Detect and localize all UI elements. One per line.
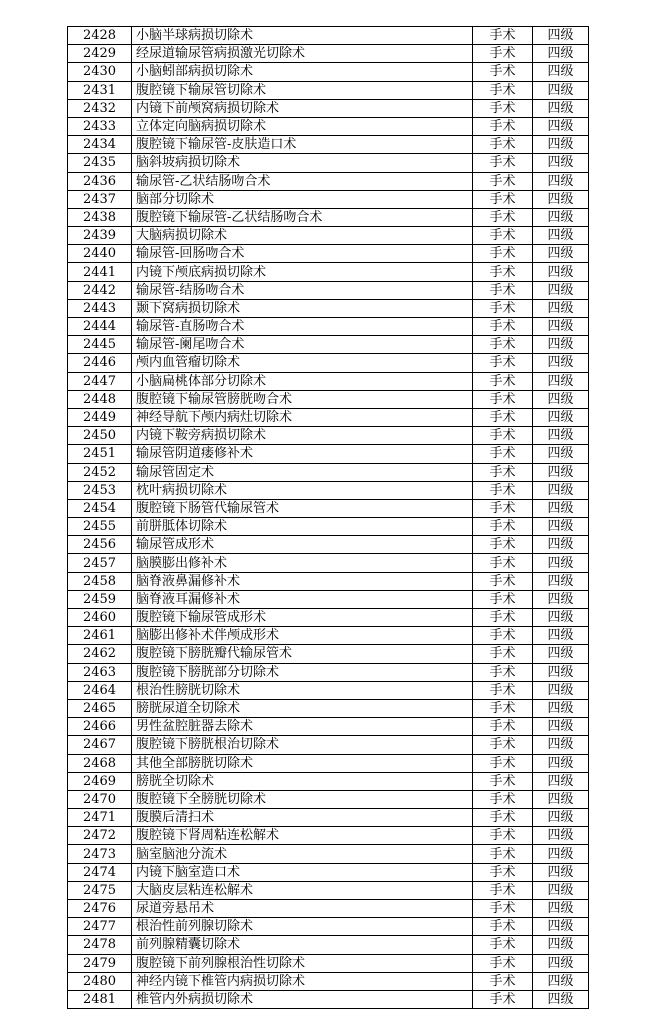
procedure-name-cell: 枕叶病损切除术 (132, 481, 473, 499)
row-number-cell: 2436 (68, 172, 132, 190)
table-row (68, 990, 589, 1008)
table-row (68, 172, 589, 190)
row-number-cell: 2441 (68, 263, 132, 281)
row-number-cell: 2428 (68, 27, 132, 45)
category-cell: 手术 (473, 299, 533, 317)
level-cell: 四级 (533, 27, 589, 45)
table-row (68, 336, 589, 354)
level-cell: 四级 (533, 263, 589, 281)
level-cell: 四级 (533, 299, 589, 317)
procedure-name-cell: 脑部分切除术 (132, 190, 473, 208)
level-cell: 四级 (533, 227, 589, 245)
row-number-cell: 2439 (68, 227, 132, 245)
procedure-name-cell: 腹腔镜下输尿管-乙状结肠吻合术 (132, 208, 473, 226)
level-cell: 四级 (533, 372, 589, 390)
procedure-name-cell: 输尿管阴道瘘修补术 (132, 445, 473, 463)
row-number-cell: 2467 (68, 736, 132, 754)
procedure-name-cell: 腹腔镜下输尿管-皮肤造口术 (132, 136, 473, 154)
procedure-name-cell: 腹腔镜下输尿管膀胱吻合术 (132, 390, 473, 408)
row-number-cell: 2444 (68, 318, 132, 336)
procedure-name-cell: 男性盆腔脏器去除术 (132, 718, 473, 736)
level-cell: 四级 (533, 318, 589, 336)
procedure-name-cell: 输尿管-乙状结肠吻合术 (132, 172, 473, 190)
category-cell: 手术 (473, 27, 533, 45)
table-row (68, 645, 589, 663)
table-row (68, 572, 589, 590)
row-number-cell: 2440 (68, 245, 132, 263)
table-row (68, 681, 589, 699)
row-number-cell: 2470 (68, 790, 132, 808)
table-row (68, 408, 589, 426)
procedure-name-cell: 腹腔镜下全膀胱切除术 (132, 790, 473, 808)
procedure-name-cell: 立体定向脑病损切除术 (132, 117, 473, 135)
procedure-name-cell: 前列腺精囊切除术 (132, 936, 473, 954)
row-number-cell: 2465 (68, 699, 132, 717)
procedure-name-cell: 颞下窝病损切除术 (132, 299, 473, 317)
row-number-cell: 2480 (68, 972, 132, 990)
row-number-cell: 2429 (68, 45, 132, 63)
table-row (68, 972, 589, 990)
category-cell: 手术 (473, 918, 533, 936)
category-cell: 手术 (473, 809, 533, 827)
procedure-name-cell: 输尿管成形术 (132, 536, 473, 554)
level-cell: 四级 (533, 208, 589, 226)
level-cell: 四级 (533, 63, 589, 81)
category-cell: 手术 (473, 645, 533, 663)
level-cell: 四级 (533, 445, 589, 463)
table-row (68, 245, 589, 263)
table-row (68, 609, 589, 627)
category-cell: 手术 (473, 681, 533, 699)
procedure-name-cell: 腹腔镜下膀胱根治切除术 (132, 736, 473, 754)
procedure-name-cell: 脑脊液鼻漏修补术 (132, 572, 473, 590)
level-cell: 四级 (533, 390, 589, 408)
procedure-name-cell: 神经内镜下椎管内病损切除术 (132, 972, 473, 990)
category-cell: 手术 (473, 318, 533, 336)
level-cell: 四级 (533, 627, 589, 645)
table-row (68, 518, 589, 536)
level-cell: 四级 (533, 918, 589, 936)
procedure-name-cell: 内镜下前颅窝病损切除术 (132, 99, 473, 117)
category-cell: 手术 (473, 627, 533, 645)
row-number-cell: 2460 (68, 609, 132, 627)
level-cell: 四级 (533, 154, 589, 172)
table-row (68, 536, 589, 554)
procedure-name-cell: 椎管内外病损切除术 (132, 990, 473, 1008)
procedure-name-cell: 腹腔镜下肾周粘连松解术 (132, 827, 473, 845)
level-cell: 四级 (533, 536, 589, 554)
category-cell: 手术 (473, 427, 533, 445)
category-cell: 手术 (473, 609, 533, 627)
procedure-name-cell: 输尿管-直肠吻合术 (132, 318, 473, 336)
procedure-name-cell: 内镜下颅底病损切除术 (132, 263, 473, 281)
procedure-name-cell: 尿道旁悬吊术 (132, 900, 473, 918)
category-cell: 手术 (473, 845, 533, 863)
table-row (68, 263, 589, 281)
row-number-cell: 2475 (68, 881, 132, 899)
category-cell: 手术 (473, 536, 533, 554)
row-number-cell: 2474 (68, 863, 132, 881)
level-cell: 四级 (533, 481, 589, 499)
table-row (68, 154, 589, 172)
category-cell: 手术 (473, 63, 533, 81)
row-number-cell: 2458 (68, 572, 132, 590)
procedure-name-cell: 内镜下鞍旁病损切除术 (132, 427, 473, 445)
category-cell: 手术 (473, 572, 533, 590)
procedure-name-cell: 脑脊液耳漏修补术 (132, 590, 473, 608)
procedure-name-cell: 大脑皮层粘连松解术 (132, 881, 473, 899)
table-row (68, 954, 589, 972)
category-cell: 手术 (473, 772, 533, 790)
row-number-cell: 2452 (68, 463, 132, 481)
table-row (68, 499, 589, 517)
procedure-name-cell: 根治性膀胱切除术 (132, 681, 473, 699)
level-cell: 四级 (533, 809, 589, 827)
category-cell: 手术 (473, 827, 533, 845)
category-cell: 手术 (473, 900, 533, 918)
row-number-cell: 2472 (68, 827, 132, 845)
row-number-cell: 2433 (68, 117, 132, 135)
level-cell: 四级 (533, 427, 589, 445)
row-number-cell: 2447 (68, 372, 132, 390)
category-cell: 手术 (473, 281, 533, 299)
category-cell: 手术 (473, 754, 533, 772)
row-number-cell: 2477 (68, 918, 132, 936)
table-row (68, 463, 589, 481)
row-number-cell: 2430 (68, 63, 132, 81)
procedure-name-cell: 腹腔镜下膀胱瓣代输尿管术 (132, 645, 473, 663)
procedure-name-cell: 膀胱尿道全切除术 (132, 699, 473, 717)
level-cell: 四级 (533, 863, 589, 881)
table-row (68, 663, 589, 681)
table-row (68, 372, 589, 390)
category-cell: 手术 (473, 45, 533, 63)
row-number-cell: 2473 (68, 845, 132, 863)
procedure-name-cell: 脑斜坡病损切除术 (132, 154, 473, 172)
row-number-cell: 2455 (68, 518, 132, 536)
table-row (68, 63, 589, 81)
level-cell: 四级 (533, 463, 589, 481)
table-row (68, 845, 589, 863)
table-row (68, 354, 589, 372)
category-cell: 手术 (473, 354, 533, 372)
category-cell: 手术 (473, 336, 533, 354)
level-cell: 四级 (533, 972, 589, 990)
procedure-name-cell: 内镜下脑室造口术 (132, 863, 473, 881)
row-number-cell: 2464 (68, 681, 132, 699)
procedure-name-cell: 其他全部膀胱切除术 (132, 754, 473, 772)
procedure-name-cell: 前胼胝体切除术 (132, 518, 473, 536)
row-number-cell: 2459 (68, 590, 132, 608)
level-cell: 四级 (533, 881, 589, 899)
procedure-name-cell: 输尿管固定术 (132, 463, 473, 481)
procedure-name-cell: 腹腔镜下输尿管成形术 (132, 609, 473, 627)
category-cell: 手术 (473, 408, 533, 426)
level-cell: 四级 (533, 900, 589, 918)
level-cell: 四级 (533, 790, 589, 808)
level-cell: 四级 (533, 699, 589, 717)
category-cell: 手术 (473, 99, 533, 117)
level-cell: 四级 (533, 518, 589, 536)
table-row (68, 81, 589, 99)
level-cell: 四级 (533, 590, 589, 608)
level-cell: 四级 (533, 609, 589, 627)
level-cell: 四级 (533, 827, 589, 845)
procedure-name-cell: 腹腔镜下输尿管切除术 (132, 81, 473, 99)
row-number-cell: 2453 (68, 481, 132, 499)
row-number-cell: 2471 (68, 809, 132, 827)
row-number-cell: 2451 (68, 445, 132, 463)
table-row (68, 809, 589, 827)
level-cell: 四级 (533, 954, 589, 972)
procedure-name-cell: 颅内血管瘤切除术 (132, 354, 473, 372)
table-row (68, 390, 589, 408)
row-number-cell: 2454 (68, 499, 132, 517)
category-cell: 手术 (473, 154, 533, 172)
procedure-name-cell: 输尿管-回肠吻合术 (132, 245, 473, 263)
row-number-cell: 2456 (68, 536, 132, 554)
procedure-name-cell: 神经导航下颅内病灶切除术 (132, 408, 473, 426)
category-cell: 手术 (473, 245, 533, 263)
procedure-name-cell: 小脑蚓部病损切除术 (132, 63, 473, 81)
row-number-cell: 2442 (68, 281, 132, 299)
table-row (68, 427, 589, 445)
table-row (68, 699, 589, 717)
category-cell: 手术 (473, 990, 533, 1008)
table-row (68, 754, 589, 772)
procedure-name-cell: 输尿管-结肠吻合术 (132, 281, 473, 299)
table-row (68, 117, 589, 135)
procedure-name-cell: 根治性前列腺切除术 (132, 918, 473, 936)
table-row (68, 900, 589, 918)
category-cell: 手术 (473, 208, 533, 226)
level-cell: 四级 (533, 990, 589, 1008)
row-number-cell: 2468 (68, 754, 132, 772)
category-cell: 手术 (473, 518, 533, 536)
level-cell: 四级 (533, 499, 589, 517)
level-cell: 四级 (533, 190, 589, 208)
level-cell: 四级 (533, 681, 589, 699)
row-number-cell: 2479 (68, 954, 132, 972)
table-row (68, 918, 589, 936)
level-cell: 四级 (533, 354, 589, 372)
row-number-cell: 2437 (68, 190, 132, 208)
category-cell: 手术 (473, 463, 533, 481)
category-cell: 手术 (473, 699, 533, 717)
table-row (68, 481, 589, 499)
table-row (68, 627, 589, 645)
category-cell: 手术 (473, 190, 533, 208)
row-number-cell: 2461 (68, 627, 132, 645)
level-cell: 四级 (533, 554, 589, 572)
row-number-cell: 2438 (68, 208, 132, 226)
table-row (68, 445, 589, 463)
level-cell: 四级 (533, 772, 589, 790)
procedure-name-cell: 输尿管-阑尾吻合术 (132, 336, 473, 354)
row-number-cell: 2445 (68, 336, 132, 354)
row-number-cell: 2457 (68, 554, 132, 572)
row-number-cell: 2434 (68, 136, 132, 154)
level-cell: 四级 (533, 572, 589, 590)
category-cell: 手术 (473, 790, 533, 808)
category-cell: 手术 (473, 954, 533, 972)
level-cell: 四级 (533, 281, 589, 299)
level-cell: 四级 (533, 754, 589, 772)
category-cell: 手术 (473, 227, 533, 245)
procedure-name-cell: 小脑扁桃体部分切除术 (132, 372, 473, 390)
table-row (68, 190, 589, 208)
table-row (68, 772, 589, 790)
procedure-name-cell: 脑室脑池分流术 (132, 845, 473, 863)
table-row (68, 27, 589, 45)
level-cell: 四级 (533, 736, 589, 754)
level-cell: 四级 (533, 81, 589, 99)
row-number-cell: 2466 (68, 718, 132, 736)
level-cell: 四级 (533, 117, 589, 135)
procedure-name-cell: 脑膨出修补术伴颅成形术 (132, 627, 473, 645)
row-number-cell: 2463 (68, 663, 132, 681)
level-cell: 四级 (533, 99, 589, 117)
category-cell: 手术 (473, 881, 533, 899)
category-cell: 手术 (473, 499, 533, 517)
level-cell: 四级 (533, 845, 589, 863)
level-cell: 四级 (533, 245, 589, 263)
category-cell: 手术 (473, 554, 533, 572)
table-row (68, 718, 589, 736)
level-cell: 四级 (533, 408, 589, 426)
row-number-cell: 2435 (68, 154, 132, 172)
procedure-name-cell: 小脑半球病损切除术 (132, 27, 473, 45)
category-cell: 手术 (473, 936, 533, 954)
table-row (68, 299, 589, 317)
table-row (68, 227, 589, 245)
row-number-cell: 2481 (68, 990, 132, 1008)
procedure-table-body (68, 27, 589, 1009)
level-cell: 四级 (533, 45, 589, 63)
table-row (68, 554, 589, 572)
category-cell: 手术 (473, 390, 533, 408)
category-cell: 手术 (473, 481, 533, 499)
row-number-cell: 2431 (68, 81, 132, 99)
level-cell: 四级 (533, 172, 589, 190)
category-cell: 手术 (473, 863, 533, 881)
row-number-cell: 2448 (68, 390, 132, 408)
level-cell: 四级 (533, 936, 589, 954)
category-cell: 手术 (473, 718, 533, 736)
row-number-cell: 2446 (68, 354, 132, 372)
procedure-name-cell: 腹腔镜下膀胱部分切除术 (132, 663, 473, 681)
row-number-cell: 2450 (68, 427, 132, 445)
procedure-name-cell: 大脑病损切除术 (132, 227, 473, 245)
row-number-cell: 2469 (68, 772, 132, 790)
row-number-cell: 2462 (68, 645, 132, 663)
category-cell: 手术 (473, 372, 533, 390)
table-row (68, 863, 589, 881)
category-cell: 手术 (473, 972, 533, 990)
row-number-cell: 2478 (68, 936, 132, 954)
row-number-cell: 2443 (68, 299, 132, 317)
level-cell: 四级 (533, 136, 589, 154)
procedure-name-cell: 腹腔镜下前列腺根治性切除术 (132, 954, 473, 972)
table-row (68, 881, 589, 899)
procedure-name-cell: 膀胱全切除术 (132, 772, 473, 790)
table-row (68, 936, 589, 954)
table-row (68, 99, 589, 117)
level-cell: 四级 (533, 336, 589, 354)
category-cell: 手术 (473, 590, 533, 608)
procedure-name-cell: 脑膜膨出修补术 (132, 554, 473, 572)
category-cell: 手术 (473, 263, 533, 281)
table-row (68, 318, 589, 336)
table-row (68, 281, 589, 299)
level-cell: 四级 (533, 718, 589, 736)
row-number-cell: 2432 (68, 99, 132, 117)
category-cell: 手术 (473, 136, 533, 154)
procedure-name-cell: 腹腔镜下肠管代输尿管术 (132, 499, 473, 517)
procedure-name-cell: 经尿道输尿管病损激光切除术 (132, 45, 473, 63)
row-number-cell: 2476 (68, 900, 132, 918)
category-cell: 手术 (473, 663, 533, 681)
procedure-table (67, 26, 589, 1009)
level-cell: 四级 (533, 663, 589, 681)
category-cell: 手术 (473, 81, 533, 99)
row-number-cell: 2449 (68, 408, 132, 426)
table-row (68, 136, 589, 154)
level-cell: 四级 (533, 645, 589, 663)
category-cell: 手术 (473, 117, 533, 135)
category-cell: 手术 (473, 736, 533, 754)
category-cell: 手术 (473, 445, 533, 463)
table-row (68, 790, 589, 808)
category-cell: 手术 (473, 172, 533, 190)
table-row (68, 208, 589, 226)
table-row (68, 590, 589, 608)
table-row (68, 736, 589, 754)
table-row (68, 45, 589, 63)
table-row (68, 827, 589, 845)
procedure-name-cell: 腹膜后清扫术 (132, 809, 473, 827)
